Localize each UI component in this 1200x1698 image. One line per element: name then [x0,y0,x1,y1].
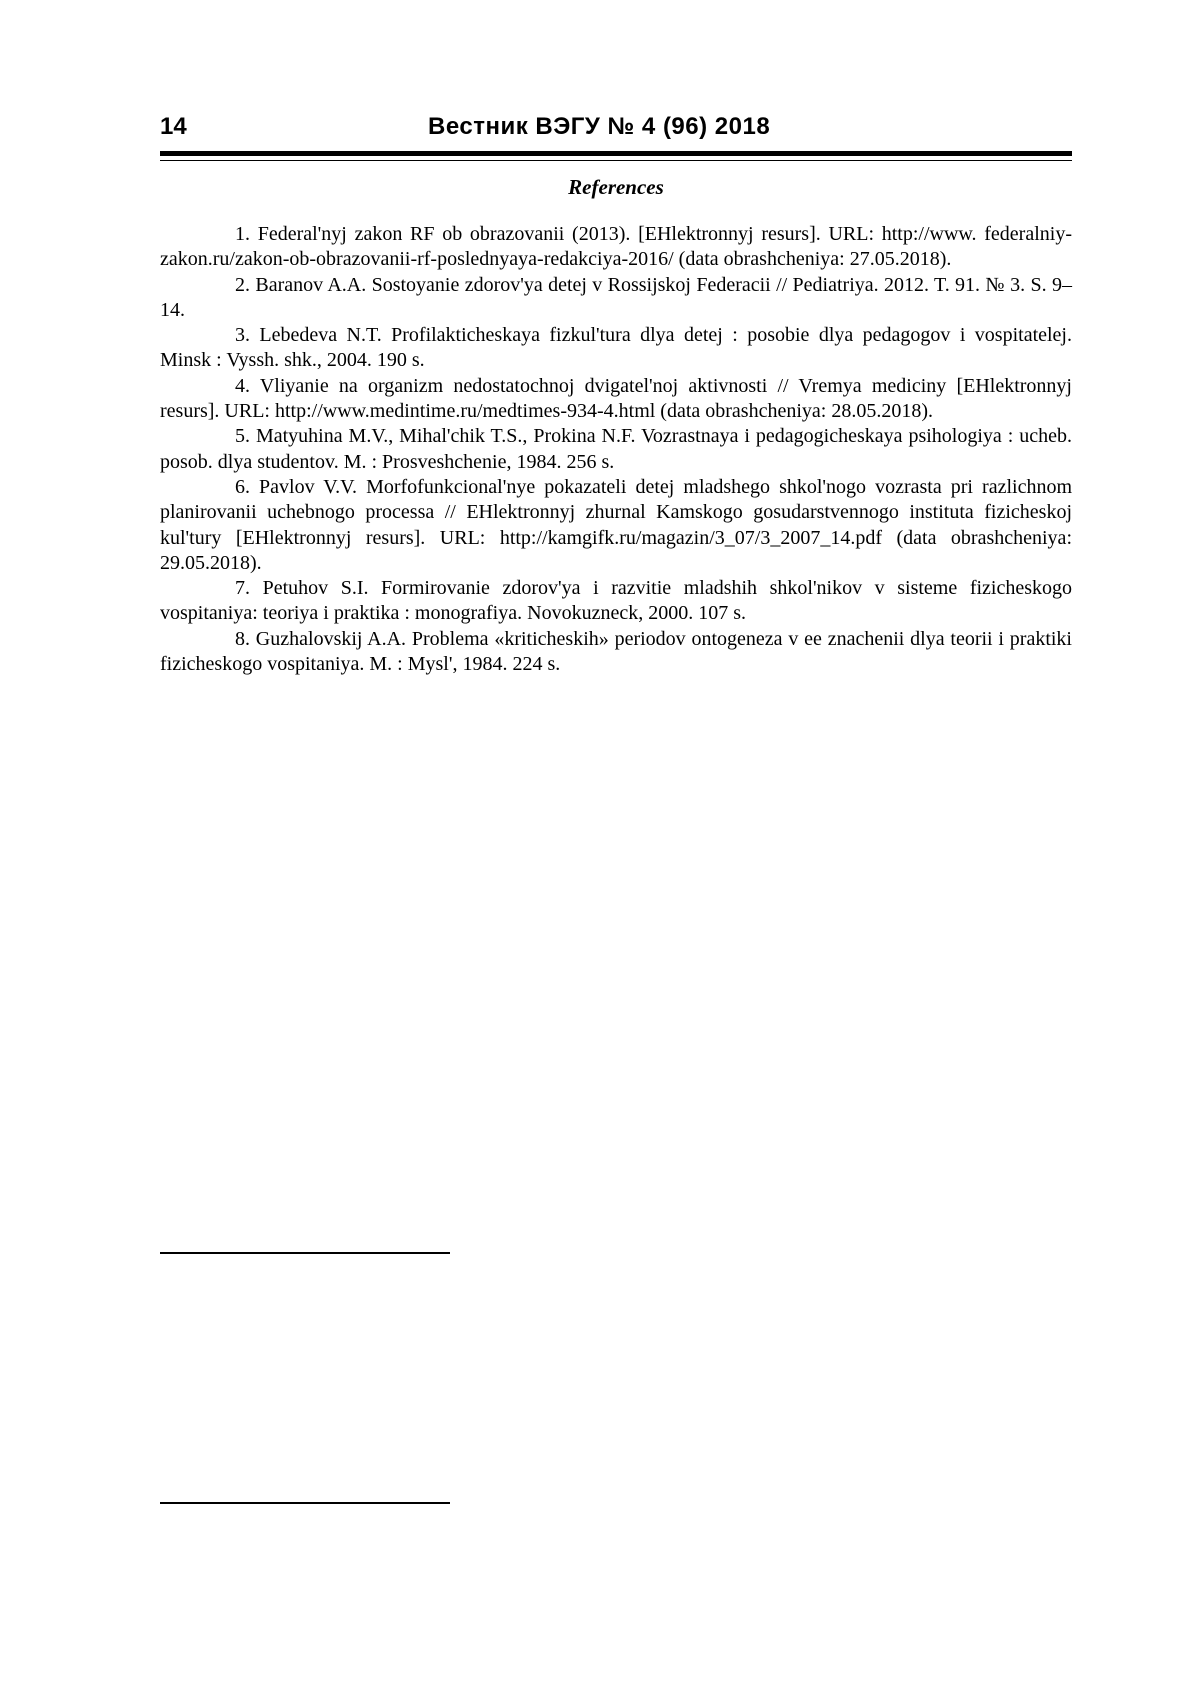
reference-item: 1. Federal'nyj zakon RF ob obrazovanii (2013). [EHlektronnyj resurs]. URL: http://www. federalniy-zakon.ru/zakon-ob-obrazovanii-rf-poslednyaya-redakciya-2016/ (data obrashcheniya: 27.05.2018). [160,223,1072,271]
references-list [160,222,1072,677]
reference-item: 4. Vliyanie na organizm nedostatochnoj dvigatel'noj aktivnosti // Vremya mediciny [EHlektronnyj resurs]. URL: http://www.medintime.ru/medtimes-934-4.html (data obrashcheniya: 28.05.2018). [160,374,1072,423]
reference-item: 6. Pavlov V.V. Morfofunkcional'nye pokazateli detej mladshego shkol'nogo vozrasta pri razlichnom planirovanii uchebnogo processa // EHlektronnyj zhurnal Kamskogo gosudarstvennogo instituta fizicheskoj kul'tury [EHlektronnyj resurs]. URL: http://kamgifk.ru/magazin/3_07/3_2007_14.pdf (data obrashcheniya: 29.05.2018). [160,475,1072,574]
header-rule-thin [160,160,1072,161]
footnote-divider [160,1502,450,1504]
reference-item: 8. Guzhalovskij A.A. Problema «kriticheskih» periodov ontogeneza v ee znachenii dlya teorii i praktiki fizicheskogo vospitaniya. M. : Mysl', 1984. 224 s. [160,627,1072,676]
running-header [160,113,1072,153]
journal-title: Вестник ВЭГУ № 4 (96) 2018 [428,113,771,140]
header-rule-thick [160,151,1072,156]
reference-item: 3. Lebedeva N.T. Profilakticheskaya fizkul'tura dlya detej : posobie dlya pedagogov i vospitatelej. Minsk : Vyssh. shk., 2004. 190 s. [160,324,1072,372]
page-number: 14 [160,113,187,140]
reference-item: 7. Petuhov S.I. Formirovanie zdorov'ya i razvitie mladshih shkol'nikov v sisteme fizicheskogo vospitaniya: teoriya i praktika : monografiya. Novokuzneck, 2000. 107 s. [160,577,1072,625]
reference-item: 2. Baranov A.A. Sostoyanie zdorov'ya detej v Rossijskoj Federacii // Pediatriya. 2012. T. 91. № 3. S. 9–14. [160,273,1072,321]
reference-item: 5. Matyuhina M.V., Mihal'chik T.S., Prokina N.F. Vozrastnaya i pedagogicheskaya psihologiya : ucheb. posob. dlya studentov. M. : Prosveshchenie, 1984. 256 s. [160,425,1072,473]
footnote-divider [160,1252,450,1254]
references-heading: References [568,175,664,199]
